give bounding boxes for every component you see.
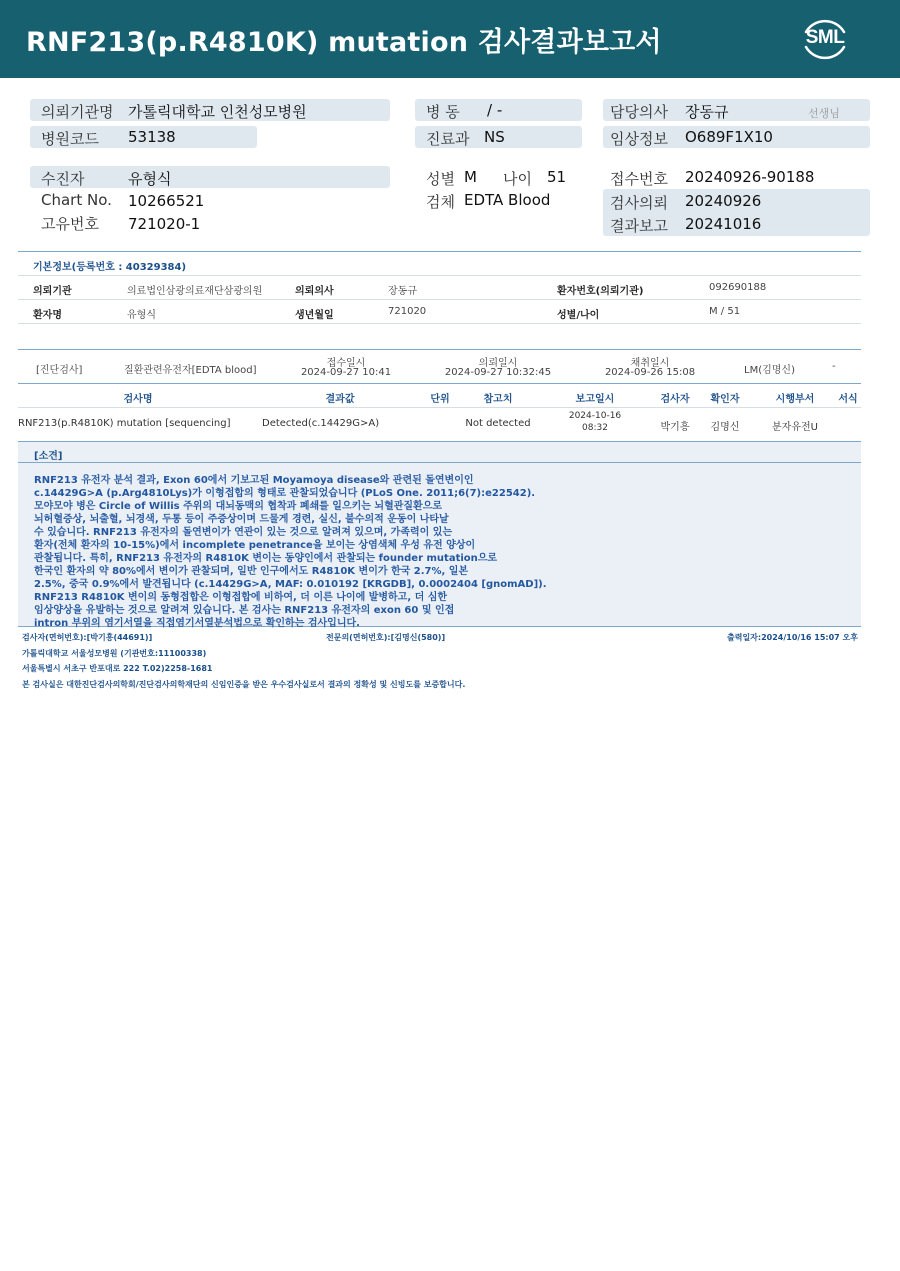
institution-label: 의뢰기관명 xyxy=(41,103,114,121)
specimen-label: 검체 xyxy=(426,193,455,211)
basic-sexage-value: M / 51 xyxy=(709,306,741,317)
row-time: 08:32 xyxy=(582,423,608,433)
footer-tester: 검사자(면허번호):[박기흥(44691)] xyxy=(22,633,153,642)
col-name: 검사명 xyxy=(123,394,153,405)
req-label: 의뢰일시 xyxy=(478,358,518,369)
report-title: RNF213(p.R4810K) mutation 검사결과보고서 xyxy=(26,27,662,58)
findings-body xyxy=(18,463,861,627)
footer-specialist: 전문의(면허번호):[김명신(580)] xyxy=(326,633,446,642)
basic-pname-value: 유형식 xyxy=(127,310,156,321)
chart-label: Chart No. xyxy=(41,191,112,209)
findings-line: 모야모야 병은 Circle of Willis 주위의 대뇌동맥의 협착과 폐쇄를 일으키는 뇌혈관질환으로 xyxy=(34,501,443,512)
col-confirmer: 확인자 xyxy=(710,394,740,405)
clinical-label: 임상정보 xyxy=(610,130,668,148)
findings-line: intron 부위의 염기서열을 직접염기서열분석법으로 확인하는 검사입니다. xyxy=(34,618,360,629)
basic-pno-label: 환자번호(의뢰기관) xyxy=(557,286,644,297)
basic-info-section xyxy=(18,251,861,252)
chart-value: 10266521 xyxy=(128,192,205,210)
row-dept: 분자유전U xyxy=(772,422,818,433)
footer-org: 가톨릭대학교 서울성모병원 (기관번호:11100338) xyxy=(22,649,207,658)
findings-title: [소견] xyxy=(34,451,63,462)
recv-label: 접수일시 xyxy=(326,358,366,369)
footer-address: 서울특별시 서초구 반포대로 222 T.02)2258-1681 xyxy=(22,664,213,673)
unique-value: 721020-1 xyxy=(128,215,201,233)
col-unit: 단위 xyxy=(430,394,450,405)
findings-line: RNF213 유전자 분석 결과, Exon 60에서 기보고된 Moyamoya disease와 관련된 돌연변이인 xyxy=(34,475,474,486)
lm-value: LM(김명신) xyxy=(744,365,795,376)
institution-value: 가톨릭대학교 인천성모병원 xyxy=(128,103,307,121)
dept-label: 진료과 xyxy=(426,130,470,148)
ward-label: 병 동 xyxy=(426,103,460,121)
specimen-value: EDTA Blood xyxy=(464,191,551,209)
row-result: Detected(c.14429G>A) xyxy=(262,418,380,429)
findings-line: 임상양상을 유발하는 것으로 알려져 있습니다. 본 검사는 RNF213 유전자의 exon 60 및 인접 xyxy=(34,605,455,616)
findings-line: RNF213 R4810K 변이의 동형접합은 이형접합에 비하여, 더 이른 나이에 발병하고, 더 심한 xyxy=(34,592,448,603)
patient-label: 수진자 xyxy=(41,170,85,188)
basic-inst-value: 의료법인삼광의료재단삼광의원 xyxy=(127,286,263,297)
exam-kind: 질환관련유전자[EDTA blood] xyxy=(124,365,257,376)
divider xyxy=(18,407,861,408)
request-label: 검사의뢰 xyxy=(610,194,668,212)
findings-header xyxy=(18,441,861,463)
report-date-label: 결과보고 xyxy=(610,217,668,235)
col-form: 서식 xyxy=(838,394,858,405)
doctor-label: 담당의사 xyxy=(610,103,668,121)
recv-value: 2024-09-27 10:41 xyxy=(300,367,392,378)
collect-value: 2024-09-26 15:08 xyxy=(604,367,696,378)
age-label: 나이 xyxy=(503,170,532,188)
col-tester: 검사자 xyxy=(660,394,690,405)
findings-line: 수 있습니다. RNF213 유전자의 돌연변이가 연관이 있는 것으로 알려져 있으며, 가족력이 있는 xyxy=(34,527,453,538)
row-date: 2024-10-16 xyxy=(568,411,622,421)
hospital-code-value: 53138 xyxy=(128,128,176,146)
dept-value: NS xyxy=(484,128,505,146)
ward-value: / - xyxy=(487,101,503,119)
divider xyxy=(18,299,861,300)
row-tester: 박기흥 xyxy=(660,422,690,433)
basic-dob-label: 생년월일 xyxy=(295,310,334,321)
basic-doc-value: 장동규 xyxy=(388,286,417,297)
hospital-code-label: 병원코드 xyxy=(41,130,99,148)
clinical-value: O689F1X10 xyxy=(685,128,773,146)
sml-logo xyxy=(798,12,852,66)
findings-line: c.14429G>A (p.Arg4810Lys)가 이형접합의 형태로 관찰되었습니다 (PLoS One. 2011;6(7):e22542). xyxy=(34,488,536,499)
divider xyxy=(18,275,861,276)
basic-info-title: 기본정보(등록번호 : 40329384) xyxy=(33,262,187,273)
row-name: RNF213(p.R4810K) mutation [sequencing] xyxy=(18,418,231,429)
collect-label: 채취일시 xyxy=(630,358,670,369)
unique-label: 고유번호 xyxy=(41,215,99,233)
findings-line: 환자(전체 환자의 10-15%)에서 incomplete penetrance을 보이는 상염색체 우성 유전 양상이 xyxy=(34,540,476,551)
divider xyxy=(18,323,861,324)
request-value: 20240926 xyxy=(685,192,762,210)
col-date: 보고일시 xyxy=(575,394,615,405)
exam-section xyxy=(18,349,861,350)
findings-line: 관찰됩니다. 특히, RNF213 유전자의 R4810K 변이는 동양인에서 관찰되는 founder mutation으로 xyxy=(34,553,498,564)
findings-line: 2.5%, 중국 0.9%에서 발견됩니다 (c.14429G>A, MAF: 0.010192 [KRGDB], 0.0002404 [gnomAD]). xyxy=(34,579,547,590)
basic-pname-label: 환자명 xyxy=(33,310,62,321)
col-result: 결과값 xyxy=(325,394,355,405)
basic-dob-value: 721020 xyxy=(388,306,427,317)
sex-value: M xyxy=(464,168,477,186)
footer-printed: 출력일자:2024/10/16 15:07 오후 xyxy=(727,633,858,642)
col-dept: 시행부서 xyxy=(775,394,815,405)
divider xyxy=(18,383,861,384)
patient-value: 유형식 xyxy=(128,170,172,188)
row-confirmer: 김명신 xyxy=(710,422,740,433)
findings-line: 한국인 환자의 약 80%에서 변이가 관찰되며, 일반 인구에서도 R4810K 변이가 한국 2.7%, 일본 xyxy=(34,566,469,577)
row-ref: Not detected xyxy=(465,418,531,429)
exam-category: [진단검사] xyxy=(36,365,83,376)
reception-value: 20240926-90188 xyxy=(685,168,815,186)
reception-label: 접수번호 xyxy=(610,170,668,188)
basic-inst-label: 의뢰기관 xyxy=(33,286,72,297)
basic-sexage-label: 성별/나이 xyxy=(557,310,600,321)
lm-dash: - xyxy=(832,361,836,372)
age-value: 51 xyxy=(547,168,567,186)
findings-line: 뇌허혈증상, 뇌출혈, 뇌경색, 두통 등이 주증상이며 드물게 경련, 실신, 불수의적 운동이 나타날 xyxy=(34,514,449,525)
footer-cert: 본 검사실은 대한진단검사의학회/진단검사의학재단의 신임인증을 받은 우수검사실로서 결과의 정확성 및 신빙도를 보증합니다. xyxy=(22,680,466,689)
doctor-value: 장동규 xyxy=(685,103,729,121)
basic-pno-value: 092690188 xyxy=(709,282,767,293)
report-header xyxy=(0,0,900,78)
logo-text: SML xyxy=(805,27,845,48)
req-value: 2024-09-27 10:32:45 xyxy=(444,367,552,378)
report-date-value: 20241016 xyxy=(685,215,762,233)
basic-doc-label: 의뢰의사 xyxy=(295,286,334,297)
col-ref: 참고치 xyxy=(483,394,513,405)
doctor-suffix: 선생님 xyxy=(808,107,840,120)
sex-label: 성별 xyxy=(426,170,455,188)
